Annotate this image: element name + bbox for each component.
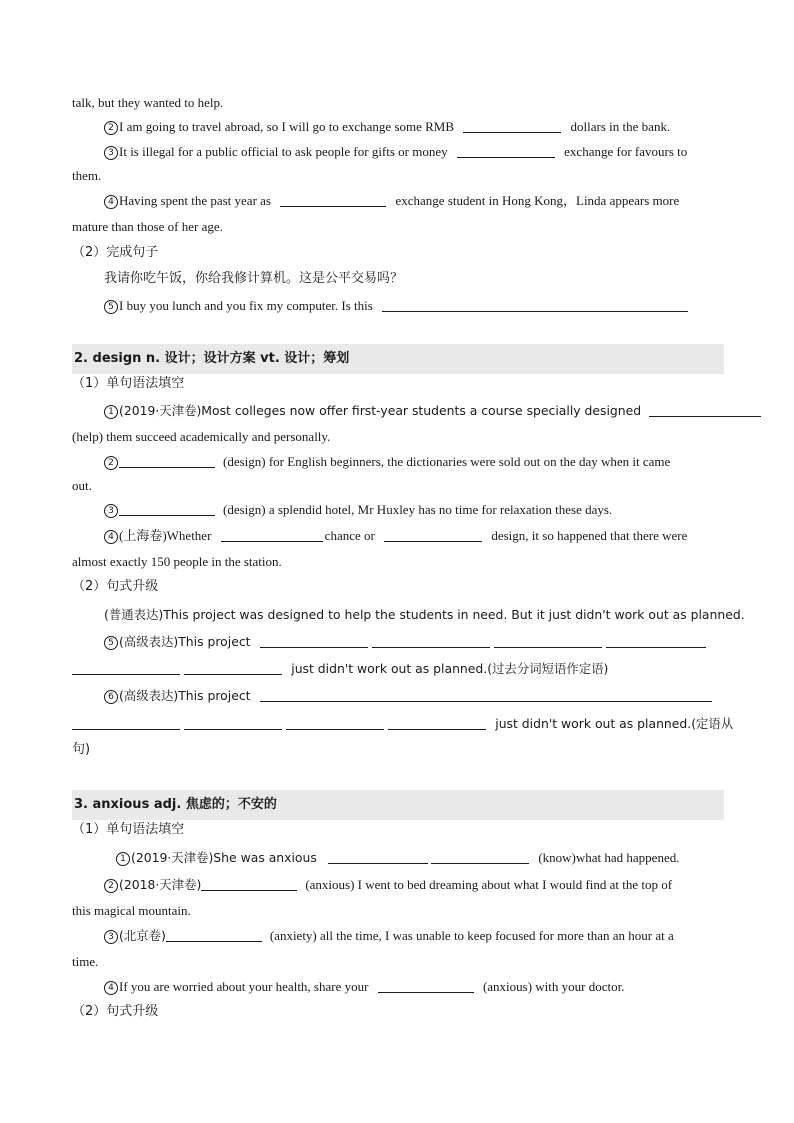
- answer-blank[interactable]: [494, 635, 602, 648]
- sentence-text: time.: [72, 954, 99, 969]
- sentence-text: (anxious) with your doctor.: [482, 979, 625, 994]
- sentence-text: almost exactly 150 people in the station.: [72, 554, 282, 569]
- question-line: [104, 143, 724, 161]
- text-line: [72, 167, 724, 185]
- question-line: [104, 453, 724, 471]
- answer-blank[interactable]: [388, 717, 486, 730]
- text-line: [72, 953, 724, 971]
- sentence-text: I am going to travel abroad, so I will go to exchange some RMB: [119, 119, 455, 134]
- part-heading: （2）句式升级: [72, 579, 159, 594]
- sentence-text: mature than those of her age.: [72, 219, 223, 234]
- question-line: [116, 849, 716, 867]
- answer-blank[interactable]: [72, 717, 180, 730]
- text-line: [72, 477, 724, 495]
- sentence-text: 句): [72, 742, 91, 757]
- sentence-text: (2019·天津卷)Most colleges now offer first-year students a course specially designed: [119, 403, 642, 418]
- sentence-text: It is illegal for a public official to ask people for gifts or money: [119, 144, 448, 159]
- question-line: [104, 633, 724, 651]
- question-line: [104, 501, 724, 519]
- text-line: [72, 553, 724, 571]
- normal-expression: [104, 606, 745, 624]
- text-line: [72, 94, 724, 112]
- sentence-text: (anxiety) all the time, I was unable to keep focused for more than an hour at a: [269, 928, 674, 943]
- question-number: 6: [104, 690, 118, 704]
- sentence-text: out.: [72, 478, 92, 493]
- question-line: [104, 687, 724, 705]
- question-number: 1: [116, 852, 130, 866]
- answer-blank[interactable]: [457, 145, 555, 158]
- sentence-text: (design) a splendid hotel, Mr Huxley has no time for relaxation these days.: [223, 502, 613, 517]
- answer-blank[interactable]: [184, 662, 282, 675]
- sentence-text: (2019·天津卷)She was anxious: [131, 850, 317, 865]
- sentence-text: exchange for favours to: [564, 144, 688, 159]
- answer-blank[interactable]: [606, 635, 706, 648]
- part-heading: （1）单句语法填空: [72, 376, 185, 391]
- part-heading: （2）句式升级: [72, 1004, 159, 1019]
- sentence-text: (普通表达)This project was designed to help the students in need. But it just didn't work out as planned.: [104, 607, 745, 622]
- answer-blank[interactable]: [378, 980, 474, 993]
- question-number: 5: [104, 300, 118, 314]
- sentence-text: (北京卷): [119, 928, 166, 943]
- text-line: [72, 741, 724, 759]
- question-line: [104, 978, 724, 996]
- answer-blank[interactable]: [649, 404, 761, 417]
- question-line: [104, 927, 724, 945]
- sentence-text: exchange student in Hong Kong，Linda appears more: [395, 193, 680, 208]
- sentence-text: (anxious) I went to bed dreaming about what I would find at the top of: [305, 877, 673, 892]
- question-number: 4: [104, 530, 118, 544]
- text-line: [72, 218, 724, 236]
- sentence-text: (2018·天津卷): [119, 877, 202, 892]
- question-line-cont: [72, 715, 734, 733]
- question-line: [104, 297, 724, 315]
- question-number: 1: [104, 405, 118, 419]
- answer-blank[interactable]: [372, 635, 490, 648]
- answer-blank[interactable]: [119, 503, 215, 516]
- section-heading: 3. anxious adj. 焦虑的；不安的: [74, 797, 277, 812]
- sentence-text: them.: [72, 168, 102, 183]
- sentence-text: I buy you lunch and you fix my computer. Is this: [119, 298, 373, 313]
- answer-blank[interactable]: [286, 717, 384, 730]
- part-heading: （2）完成句子: [72, 245, 159, 260]
- answer-blank[interactable]: [382, 299, 688, 312]
- answer-blank[interactable]: [184, 717, 282, 730]
- answer-blank[interactable]: [280, 194, 386, 207]
- sentence-text: just didn't work out as planned.(过去分词短语作定语): [291, 661, 609, 676]
- question-number: 3: [104, 146, 118, 160]
- question-number: 4: [104, 981, 118, 995]
- sentence-text: this magical mountain.: [72, 903, 191, 918]
- sentence-text: (高级表达)This project: [119, 634, 251, 649]
- sentence-text: (help) them succeed academically and personally.: [72, 429, 331, 444]
- question-line-cont: [72, 660, 724, 678]
- sentence-text: (know)what had happened.: [538, 850, 680, 865]
- answer-blank[interactable]: [221, 529, 323, 542]
- answer-blank[interactable]: [328, 851, 428, 864]
- question-number: 4: [104, 195, 118, 209]
- question-number: 2: [104, 879, 118, 893]
- question-number: 2: [104, 456, 118, 470]
- answer-blank[interactable]: [166, 929, 262, 942]
- answer-blank[interactable]: [431, 851, 529, 864]
- answer-blank[interactable]: [201, 878, 297, 891]
- answer-blank[interactable]: [72, 662, 180, 675]
- section-heading: 2. design n. 设计；设计方案 vt. 设计；筹划: [74, 351, 350, 366]
- answer-blank[interactable]: [384, 529, 482, 542]
- text-line: [72, 902, 724, 920]
- question-line: [104, 192, 724, 210]
- sentence-text: (design) for English beginners, the dictionaries were sold out on the day when it came: [223, 454, 671, 469]
- question-line: [104, 402, 724, 420]
- text-line: [72, 428, 724, 446]
- sentence-text: chance or: [324, 528, 375, 543]
- sentence-text: talk, but they wanted to help.: [72, 95, 224, 110]
- question-number: 5: [104, 636, 118, 650]
- question-line: [104, 876, 724, 894]
- question-line: [104, 118, 724, 136]
- sentence-text: (高级表达)This project: [119, 688, 251, 703]
- sentence-text: (上海卷)Whether: [119, 528, 212, 543]
- chinese-prompt: 我请你吃午饭，你给我修计算机。这是公平交易吗？: [104, 271, 404, 286]
- answer-blank[interactable]: [463, 120, 561, 133]
- sentence-text: just didn't work out as planned.(定语从: [495, 716, 734, 731]
- question-number: 2: [104, 121, 118, 135]
- answer-blank[interactable]: [260, 635, 368, 648]
- sentence-text: Having spent the past year as: [119, 193, 271, 208]
- answer-blank[interactable]: [119, 455, 215, 468]
- question-line: [104, 527, 724, 545]
- sentence-text: If you are worried about your health, share your: [119, 979, 369, 994]
- question-number: 3: [104, 930, 118, 944]
- sentence-text: dollars in the bank.: [570, 119, 671, 134]
- sentence-text: design, it so happened that there were: [491, 528, 688, 543]
- answer-blank[interactable]: [260, 689, 712, 702]
- question-number: 3: [104, 504, 118, 518]
- part-heading: （1）单句语法填空: [72, 822, 185, 837]
